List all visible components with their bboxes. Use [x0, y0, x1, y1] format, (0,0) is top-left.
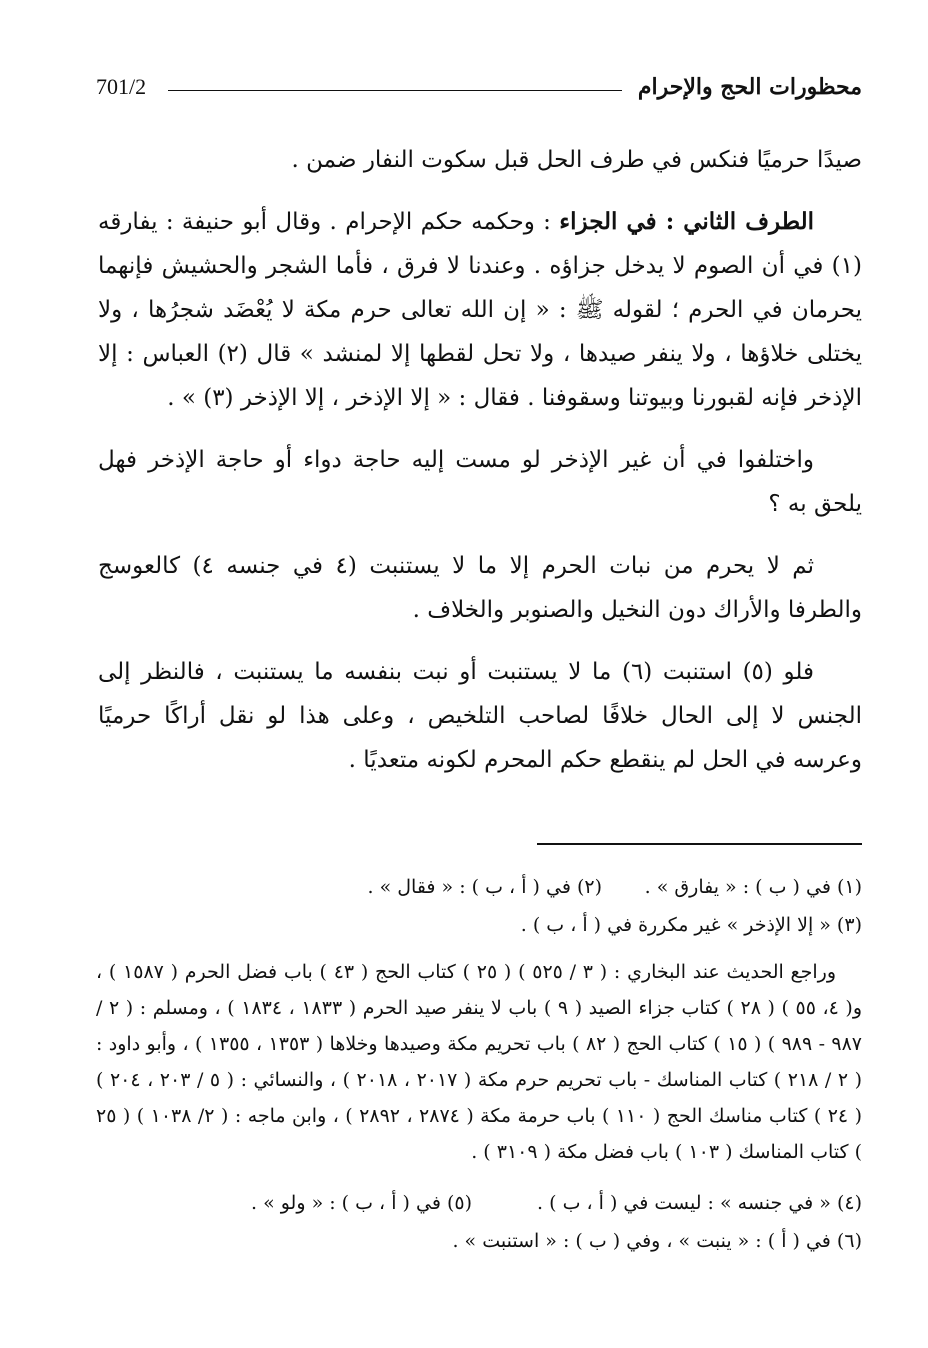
running-title: محظورات الحج والإحرام [637, 74, 862, 100]
footnote-5: (٥) في ( أ ، ب ) : « ولو » . [251, 1192, 472, 1214]
paragraph-3: واختلفوا في أن غير الإذخر لو مست إليه حاجة دواء أو حاجة الإذخر فهل يلحق به ؟ [98, 447, 862, 517]
paragraph-5: فلو (٥) استنبت (٦) ما لا يستنبت أو نبت بنفسه ما يستنبت ، فالنظر إلى الجنس لا إلى الحال خلافًا لصاحب التلخيص ، وعلى هذا لو نقل أراكًا حرميًا وعرسه في الحل لم ينقطع حكم المحرم لكونه متعديًا . [98, 659, 862, 773]
footnote-4: (٤) « في جنسه » : ليست في ( أ ، ب ) . [537, 1192, 862, 1214]
footnotes [96, 868, 862, 1260]
header-rule [168, 90, 622, 91]
footnote-3: (٣) « إلا الإذخر » غير مكررة في ( أ ، ب ) . [520, 914, 862, 936]
sources-lead: وراجع الحديث عند البخاري : ( ٣ / ٥٢٥ ) ( ٢٥ ) كتاب الحج ( ٤٣ ) باب فضل الحرم ( ١٥٨٧ ) ، [96, 961, 837, 983]
paragraph-1: صيدًا حرميًا فنكس في طرف الحل قبل سكوت النفار ضمن . [291, 147, 862, 173]
running-header [96, 74, 862, 110]
footnote-2: (٢) في ( أ ، ب ) : « فقال » . [367, 876, 602, 898]
section-heading: الطرف الثاني : في الجزاء [559, 208, 814, 235]
page-number: 701/2 [96, 74, 147, 99]
footnote-6: (٦) في ( أ ) : « ينبت » ، وفي ( ب ) : « استنبت » . [452, 1230, 862, 1252]
hadith-sources [96, 954, 862, 1170]
paragraph-4: ثم لا يحرم من نبات الحرم إلا ما لا يستنبت (٤ في جنسه ٤) كالعوسج والطرفا والأراك دون النخيل والصنوبر والخلاف . [98, 553, 862, 623]
sources-rest: و( ٤، ٥٥ ) ( ٢٨ ) كتاب جزاء الصيد ( ٩ ) باب لا ينفر صيد الحرم ( ١٨٣٣ ، ١٨٣٤ ) ، ومسلم : ( ٢ / ٩٨٧ - ٩٨٩ ) ( ١٥ ) كتاب الحج ( ٨٢ ) باب تحريم مكة وصيدها وخلاها ( ١٣٥٣ ، ١٣٥٥ ) ، وأبو داود : ( ٢ / ٢١٨ ) كتاب المناسك - باب تحريم حرم مكة ( ٢٠١٧ ، ٢٠١٨ ) ، والنسائي : ( ٥ / ٢٠٣ ، ٢٠٤ ) ( ٢٤ ) كتاب مناسك الحج ( ١١٠ ) باب حرمة مكة ( ٢٨٧٤ ، ٢٨٩٢ ) ، وابن ماجه : ( ٢/ ١٠٣٨ ) ( ٢٥ ) كتاب المناسك ( ١٠٣ ) باب فضل مكة ( ٣١٠٩ ) . [96, 997, 863, 1163]
footnote-row-1 [96, 868, 862, 906]
paragraph-2 [98, 200, 862, 420]
paragraph-2-text: : وحكمه حكم الإحرام . وقال أبو حنيفة : يفارقه (١) في أن الصوم لا يدخل جزاؤه . وعندنا لا فرق ، فأما الشجر والحشيش فإنهما يحرمان في الحرم ؛ لقوله ﷺ : « إن الله تعالى حرم مكة لا يُعْضَد شجرُها ، ولا يختلى خلاؤها ، ولا ينفر صيدها ، ولا تحل لقطها إلا لمنشد » قال (٢) العباس : إلا الإذخر فإنه لقبورنا وبيوتنا وسقوفنا . فقال : « إلا الإذخر ، إلا الإذخر (٣) » . [98, 209, 862, 411]
footnote-row-2 [96, 1184, 862, 1222]
footnote-separator [537, 843, 862, 845]
main-text [98, 138, 862, 782]
footnote-1: (١) في ( ب ) : « يفارق » . [644, 876, 862, 898]
